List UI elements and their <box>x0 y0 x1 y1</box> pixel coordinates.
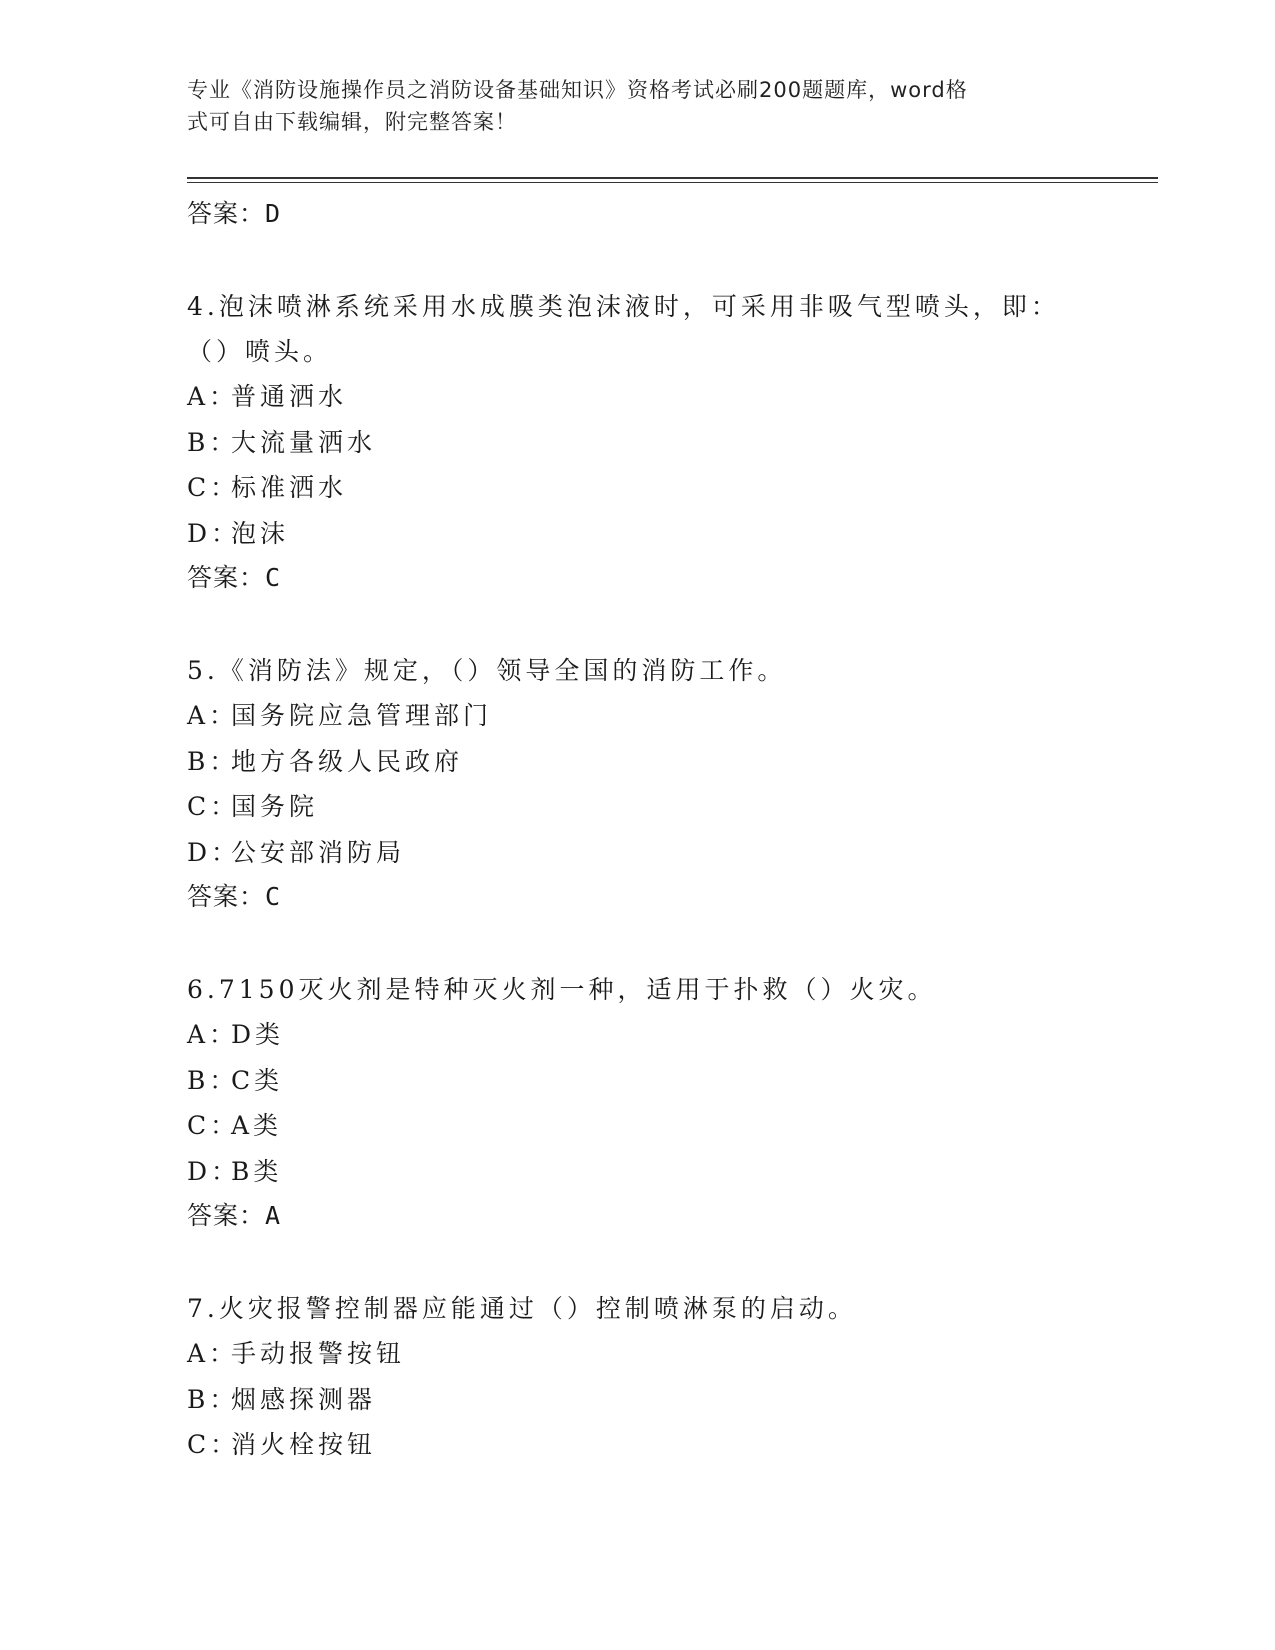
option-key: B： <box>187 427 239 457</box>
option-key: A： <box>187 701 239 730</box>
question-block <box>187 648 1147 919</box>
answer-line <box>187 192 1147 236</box>
option-a <box>187 693 1147 739</box>
option-c <box>187 1103 1147 1149</box>
answer-label: 答案： <box>187 199 266 228</box>
option-text: 大流量洒水 <box>231 427 377 457</box>
question-text-line: 7.火灾报警控制器应能通过（）控制喷淋泵的启动。 <box>187 1294 857 1323</box>
option-key: B： <box>187 1065 239 1095</box>
answer-value: A <box>265 1201 282 1230</box>
option-c <box>187 784 1147 830</box>
option-key: A： <box>187 1339 239 1368</box>
question-text-line: 4.泡沫喷淋系统采用水成膜类泡沫液时，可采用非吸气型喷头，即： <box>187 292 1060 321</box>
option-text: B类 <box>231 1156 283 1186</box>
question-text <box>187 284 1147 374</box>
option-a <box>187 1012 1147 1058</box>
question-text <box>187 648 1147 693</box>
option-key: A： <box>187 382 239 411</box>
option-text: 手动报警按钮 <box>231 1339 406 1368</box>
answer-value: C <box>265 563 282 592</box>
option-key: C： <box>187 1111 240 1140</box>
option-c <box>187 1422 1147 1468</box>
question-list <box>187 192 1147 1468</box>
option-text: A类 <box>231 1111 283 1140</box>
question-block <box>187 284 1147 600</box>
header-line-1: 专业《消防设施操作员之消防设备基础知识》资格考试必刷200题题库，word格 <box>187 78 968 102</box>
question-text-line: 5.《消防法》规定，（）领导全国的消防工作。 <box>187 656 787 685</box>
option-key: B： <box>187 1384 239 1414</box>
option-text: 国务院 <box>231 792 319 821</box>
option-text: 普通洒水 <box>231 382 348 411</box>
answer-line <box>187 1194 1147 1238</box>
answer-label: 答案： <box>187 563 266 592</box>
header-divider-thin <box>187 182 1158 183</box>
option-d <box>187 511 1147 557</box>
header-divider-thick <box>187 177 1158 179</box>
option-key: C： <box>187 473 240 502</box>
option-text: 烟感探测器 <box>231 1384 377 1414</box>
header-line-2: 式可自由下载编辑，附完整答案！ <box>187 110 517 134</box>
option-text: 地方各级人民政府 <box>231 746 464 776</box>
option-b <box>187 1377 1147 1423</box>
option-b <box>187 420 1147 466</box>
question-text <box>187 1286 1147 1331</box>
answer-label: 答案： <box>187 1201 266 1230</box>
option-key: A： <box>187 1020 239 1049</box>
option-d <box>187 1149 1147 1195</box>
option-key: B： <box>187 746 239 776</box>
question-text-line: （）喷头。 <box>187 337 333 366</box>
answer-line <box>187 556 1147 600</box>
question-block <box>187 1286 1147 1468</box>
option-text: 国务院应急管理部门 <box>231 701 493 730</box>
option-key: D： <box>187 1156 241 1186</box>
option-b <box>187 1058 1147 1104</box>
answer-value: D <box>265 199 282 228</box>
option-text: 公安部消防局 <box>231 837 406 867</box>
option-key: C： <box>187 1430 240 1459</box>
option-key: D： <box>187 518 241 548</box>
question-block <box>187 967 1147 1238</box>
answer-value: C <box>265 882 282 911</box>
option-c <box>187 465 1147 511</box>
option-a <box>187 1331 1147 1377</box>
option-text: D类 <box>231 1020 285 1049</box>
option-a <box>187 374 1147 420</box>
option-text: 标准洒水 <box>231 473 348 502</box>
answer-line <box>187 875 1147 919</box>
document-header <box>187 74 1067 138</box>
option-key: D： <box>187 837 241 867</box>
question-text <box>187 967 1147 1012</box>
option-d <box>187 830 1147 876</box>
question-text-line: 6.7150灭火剂是特种灭火剂一种，适用于扑救（）火灾。 <box>187 975 937 1004</box>
option-key: C： <box>187 792 240 821</box>
option-b <box>187 739 1147 785</box>
answer-label: 答案： <box>187 882 266 911</box>
option-text: 消火栓按钮 <box>231 1430 377 1459</box>
option-text: 泡沫 <box>231 518 290 548</box>
option-text: C类 <box>231 1065 284 1095</box>
